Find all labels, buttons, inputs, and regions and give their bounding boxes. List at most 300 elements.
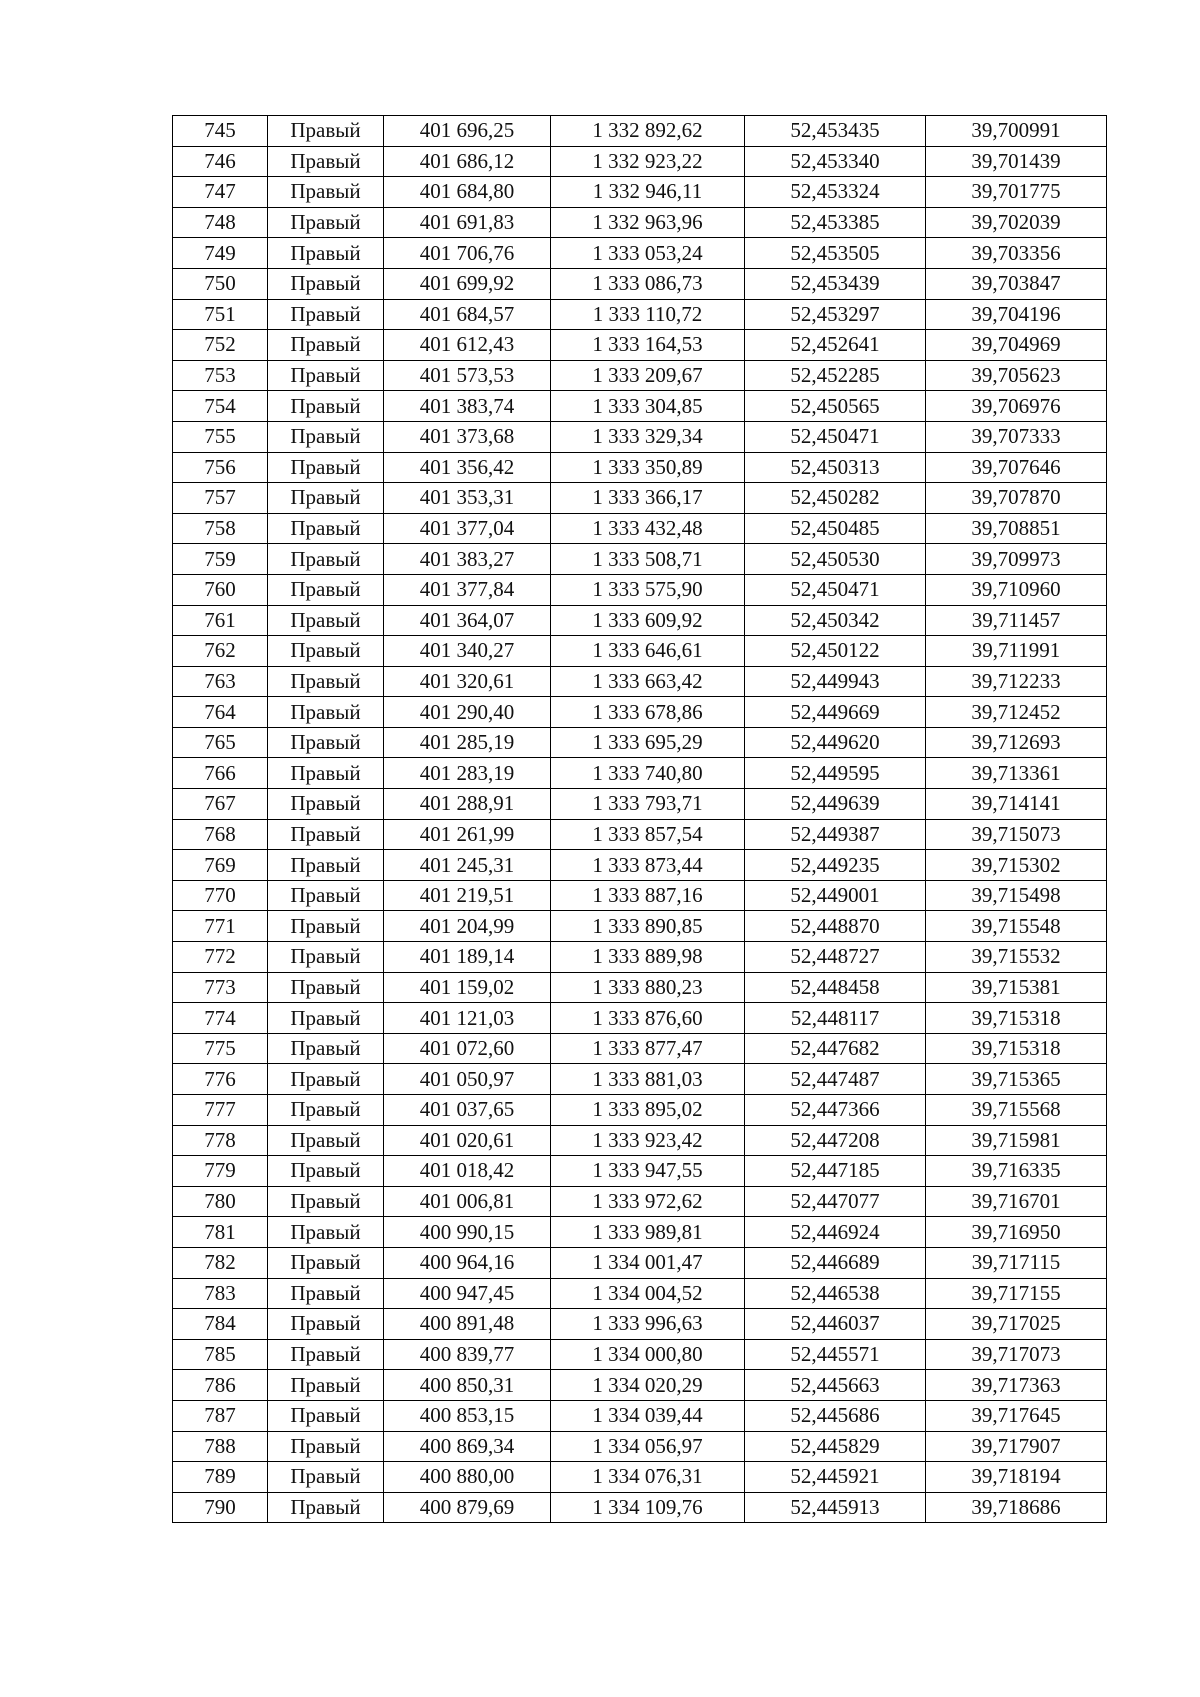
table-row bbox=[173, 146, 1107, 177]
table-row bbox=[173, 789, 1107, 820]
x-coordinate-cell: 401 696,25 bbox=[384, 116, 551, 147]
side-cell: Правый bbox=[268, 636, 384, 667]
longitude-cell: 39,715981 bbox=[926, 1125, 1107, 1156]
y-coordinate-cell: 1 333 889,98 bbox=[551, 942, 745, 973]
side-cell: Правый bbox=[268, 146, 384, 177]
point-number-cell: 764 bbox=[173, 697, 268, 728]
side-cell: Правый bbox=[268, 727, 384, 758]
x-coordinate-cell: 400 947,45 bbox=[384, 1278, 551, 1309]
table-row bbox=[173, 360, 1107, 391]
side-cell: Правый bbox=[268, 1339, 384, 1370]
side-cell: Правый bbox=[268, 483, 384, 514]
side-cell: Правый bbox=[268, 1064, 384, 1095]
side-cell: Правый bbox=[268, 1400, 384, 1431]
side-cell: Правый bbox=[268, 1370, 384, 1401]
side-cell: Правый bbox=[268, 697, 384, 728]
longitude-cell: 39,715365 bbox=[926, 1064, 1107, 1095]
side-cell: Правый bbox=[268, 942, 384, 973]
point-number-cell: 778 bbox=[173, 1125, 268, 1156]
x-coordinate-cell: 401 245,31 bbox=[384, 850, 551, 881]
table-row bbox=[173, 819, 1107, 850]
side-cell: Правый bbox=[268, 1309, 384, 1340]
point-number-cell: 776 bbox=[173, 1064, 268, 1095]
longitude-cell: 39,702039 bbox=[926, 207, 1107, 238]
point-number-cell: 767 bbox=[173, 789, 268, 820]
x-coordinate-cell: 401 072,60 bbox=[384, 1033, 551, 1064]
side-cell: Правый bbox=[268, 268, 384, 299]
latitude-cell: 52,449620 bbox=[745, 727, 926, 758]
table-row bbox=[173, 942, 1107, 973]
x-coordinate-cell: 401 364,07 bbox=[384, 605, 551, 636]
x-coordinate-cell: 401 699,92 bbox=[384, 268, 551, 299]
latitude-cell: 52,446538 bbox=[745, 1278, 926, 1309]
table-row bbox=[173, 421, 1107, 452]
y-coordinate-cell: 1 333 876,60 bbox=[551, 1003, 745, 1034]
y-coordinate-cell: 1 333 895,02 bbox=[551, 1095, 745, 1126]
y-coordinate-cell: 1 333 209,67 bbox=[551, 360, 745, 391]
latitude-cell: 52,447077 bbox=[745, 1186, 926, 1217]
latitude-cell: 52,447366 bbox=[745, 1095, 926, 1126]
longitude-cell: 39,717645 bbox=[926, 1400, 1107, 1431]
latitude-cell: 52,447682 bbox=[745, 1033, 926, 1064]
longitude-cell: 39,717025 bbox=[926, 1309, 1107, 1340]
y-coordinate-cell: 1 334 056,97 bbox=[551, 1431, 745, 1462]
x-coordinate-cell: 400 964,16 bbox=[384, 1247, 551, 1278]
point-number-cell: 757 bbox=[173, 483, 268, 514]
longitude-cell: 39,717155 bbox=[926, 1278, 1107, 1309]
table-row bbox=[173, 452, 1107, 483]
side-cell: Правый bbox=[268, 391, 384, 422]
side-cell: Правый bbox=[268, 605, 384, 636]
longitude-cell: 39,707870 bbox=[926, 483, 1107, 514]
side-cell: Правый bbox=[268, 421, 384, 452]
table-row bbox=[173, 880, 1107, 911]
table-row bbox=[173, 972, 1107, 1003]
x-coordinate-cell: 401 219,51 bbox=[384, 880, 551, 911]
y-coordinate-cell: 1 332 963,96 bbox=[551, 207, 745, 238]
y-coordinate-cell: 1 333 887,16 bbox=[551, 880, 745, 911]
longitude-cell: 39,705623 bbox=[926, 360, 1107, 391]
latitude-cell: 52,446689 bbox=[745, 1247, 926, 1278]
side-cell: Правый bbox=[268, 1125, 384, 1156]
latitude-cell: 52,453505 bbox=[745, 238, 926, 269]
side-cell: Правый bbox=[268, 1247, 384, 1278]
latitude-cell: 52,450122 bbox=[745, 636, 926, 667]
point-number-cell: 783 bbox=[173, 1278, 268, 1309]
longitude-cell: 39,716950 bbox=[926, 1217, 1107, 1248]
x-coordinate-cell: 401 691,83 bbox=[384, 207, 551, 238]
y-coordinate-cell: 1 333 366,17 bbox=[551, 483, 745, 514]
table-body bbox=[173, 116, 1107, 1523]
table-row bbox=[173, 483, 1107, 514]
side-cell: Правый bbox=[268, 758, 384, 789]
longitude-cell: 39,716701 bbox=[926, 1186, 1107, 1217]
point-number-cell: 780 bbox=[173, 1186, 268, 1217]
table-row bbox=[173, 177, 1107, 208]
table-row bbox=[173, 1278, 1107, 1309]
y-coordinate-cell: 1 333 890,85 bbox=[551, 911, 745, 942]
longitude-cell: 39,712693 bbox=[926, 727, 1107, 758]
x-coordinate-cell: 400 839,77 bbox=[384, 1339, 551, 1370]
latitude-cell: 52,448117 bbox=[745, 1003, 926, 1034]
x-coordinate-cell: 401 159,02 bbox=[384, 972, 551, 1003]
x-coordinate-cell: 400 879,69 bbox=[384, 1492, 551, 1523]
table-row bbox=[173, 605, 1107, 636]
table-row bbox=[173, 1400, 1107, 1431]
y-coordinate-cell: 1 333 989,81 bbox=[551, 1217, 745, 1248]
table-row bbox=[173, 666, 1107, 697]
latitude-cell: 52,453385 bbox=[745, 207, 926, 238]
longitude-cell: 39,717115 bbox=[926, 1247, 1107, 1278]
longitude-cell: 39,714141 bbox=[926, 789, 1107, 820]
longitude-cell: 39,704196 bbox=[926, 299, 1107, 330]
point-number-cell: 773 bbox=[173, 972, 268, 1003]
x-coordinate-cell: 401 340,27 bbox=[384, 636, 551, 667]
latitude-cell: 52,453340 bbox=[745, 146, 926, 177]
latitude-cell: 52,450471 bbox=[745, 421, 926, 452]
point-number-cell: 785 bbox=[173, 1339, 268, 1370]
table-row bbox=[173, 1003, 1107, 1034]
x-coordinate-cell: 400 869,34 bbox=[384, 1431, 551, 1462]
point-number-cell: 788 bbox=[173, 1431, 268, 1462]
table-row bbox=[173, 1217, 1107, 1248]
latitude-cell: 52,445663 bbox=[745, 1370, 926, 1401]
table-row bbox=[173, 911, 1107, 942]
table-row bbox=[173, 636, 1107, 667]
longitude-cell: 39,712452 bbox=[926, 697, 1107, 728]
table-row bbox=[173, 391, 1107, 422]
x-coordinate-cell: 401 189,14 bbox=[384, 942, 551, 973]
x-coordinate-cell: 401 283,19 bbox=[384, 758, 551, 789]
x-coordinate-cell: 401 706,76 bbox=[384, 238, 551, 269]
point-number-cell: 790 bbox=[173, 1492, 268, 1523]
table-row bbox=[173, 1370, 1107, 1401]
point-number-cell: 781 bbox=[173, 1217, 268, 1248]
longitude-cell: 39,718686 bbox=[926, 1492, 1107, 1523]
point-number-cell: 775 bbox=[173, 1033, 268, 1064]
latitude-cell: 52,449001 bbox=[745, 880, 926, 911]
side-cell: Правый bbox=[268, 666, 384, 697]
y-coordinate-cell: 1 333 329,34 bbox=[551, 421, 745, 452]
point-number-cell: 748 bbox=[173, 207, 268, 238]
longitude-cell: 39,715318 bbox=[926, 1033, 1107, 1064]
latitude-cell: 52,452641 bbox=[745, 330, 926, 361]
x-coordinate-cell: 401 050,97 bbox=[384, 1064, 551, 1095]
y-coordinate-cell: 1 333 996,63 bbox=[551, 1309, 745, 1340]
y-coordinate-cell: 1 333 053,24 bbox=[551, 238, 745, 269]
latitude-cell: 52,449669 bbox=[745, 697, 926, 728]
side-cell: Правый bbox=[268, 911, 384, 942]
side-cell: Правый bbox=[268, 513, 384, 544]
y-coordinate-cell: 1 333 646,61 bbox=[551, 636, 745, 667]
side-cell: Правый bbox=[268, 819, 384, 850]
x-coordinate-cell: 401 261,99 bbox=[384, 819, 551, 850]
latitude-cell: 52,453435 bbox=[745, 116, 926, 147]
point-number-cell: 753 bbox=[173, 360, 268, 391]
x-coordinate-cell: 400 850,31 bbox=[384, 1370, 551, 1401]
y-coordinate-cell: 1 334 004,52 bbox=[551, 1278, 745, 1309]
point-number-cell: 755 bbox=[173, 421, 268, 452]
point-number-cell: 771 bbox=[173, 911, 268, 942]
latitude-cell: 52,445921 bbox=[745, 1462, 926, 1493]
latitude-cell: 52,450282 bbox=[745, 483, 926, 514]
latitude-cell: 52,446924 bbox=[745, 1217, 926, 1248]
point-number-cell: 787 bbox=[173, 1400, 268, 1431]
side-cell: Правый bbox=[268, 177, 384, 208]
coordinates-table bbox=[172, 115, 1107, 1523]
y-coordinate-cell: 1 332 946,11 bbox=[551, 177, 745, 208]
x-coordinate-cell: 401 373,68 bbox=[384, 421, 551, 452]
longitude-cell: 39,715302 bbox=[926, 850, 1107, 881]
longitude-cell: 39,708851 bbox=[926, 513, 1107, 544]
y-coordinate-cell: 1 334 076,31 bbox=[551, 1462, 745, 1493]
table-row bbox=[173, 758, 1107, 789]
y-coordinate-cell: 1 333 881,03 bbox=[551, 1064, 745, 1095]
x-coordinate-cell: 400 880,00 bbox=[384, 1462, 551, 1493]
side-cell: Правый bbox=[268, 574, 384, 605]
x-coordinate-cell: 401 320,61 bbox=[384, 666, 551, 697]
latitude-cell: 52,448458 bbox=[745, 972, 926, 1003]
longitude-cell: 39,709973 bbox=[926, 544, 1107, 575]
side-cell: Правый bbox=[268, 789, 384, 820]
side-cell: Правый bbox=[268, 1492, 384, 1523]
latitude-cell: 52,452285 bbox=[745, 360, 926, 391]
latitude-cell: 52,450313 bbox=[745, 452, 926, 483]
x-coordinate-cell: 401 006,81 bbox=[384, 1186, 551, 1217]
x-coordinate-cell: 401 377,04 bbox=[384, 513, 551, 544]
latitude-cell: 52,453439 bbox=[745, 268, 926, 299]
longitude-cell: 39,700991 bbox=[926, 116, 1107, 147]
point-number-cell: 774 bbox=[173, 1003, 268, 1034]
side-cell: Правый bbox=[268, 972, 384, 1003]
table-row bbox=[173, 1064, 1107, 1095]
longitude-cell: 39,711457 bbox=[926, 605, 1107, 636]
longitude-cell: 39,716335 bbox=[926, 1156, 1107, 1187]
y-coordinate-cell: 1 333 877,47 bbox=[551, 1033, 745, 1064]
point-number-cell: 758 bbox=[173, 513, 268, 544]
table-row bbox=[173, 116, 1107, 147]
longitude-cell: 39,713361 bbox=[926, 758, 1107, 789]
longitude-cell: 39,715498 bbox=[926, 880, 1107, 911]
latitude-cell: 52,447208 bbox=[745, 1125, 926, 1156]
x-coordinate-cell: 401 684,57 bbox=[384, 299, 551, 330]
side-cell: Правый bbox=[268, 850, 384, 881]
x-coordinate-cell: 401 018,42 bbox=[384, 1156, 551, 1187]
y-coordinate-cell: 1 333 432,48 bbox=[551, 513, 745, 544]
y-coordinate-cell: 1 333 873,44 bbox=[551, 850, 745, 881]
side-cell: Правый bbox=[268, 1033, 384, 1064]
point-number-cell: 769 bbox=[173, 850, 268, 881]
table-row bbox=[173, 1033, 1107, 1064]
side-cell: Правый bbox=[268, 452, 384, 483]
longitude-cell: 39,715532 bbox=[926, 942, 1107, 973]
y-coordinate-cell: 1 333 678,86 bbox=[551, 697, 745, 728]
y-coordinate-cell: 1 334 000,80 bbox=[551, 1339, 745, 1370]
latitude-cell: 52,453297 bbox=[745, 299, 926, 330]
longitude-cell: 39,715548 bbox=[926, 911, 1107, 942]
side-cell: Правый bbox=[268, 116, 384, 147]
x-coordinate-cell: 401 020,61 bbox=[384, 1125, 551, 1156]
side-cell: Правый bbox=[268, 1462, 384, 1493]
point-number-cell: 779 bbox=[173, 1156, 268, 1187]
x-coordinate-cell: 400 990,15 bbox=[384, 1217, 551, 1248]
side-cell: Правый bbox=[268, 1095, 384, 1126]
point-number-cell: 759 bbox=[173, 544, 268, 575]
point-number-cell: 760 bbox=[173, 574, 268, 605]
longitude-cell: 39,707646 bbox=[926, 452, 1107, 483]
table-row bbox=[173, 727, 1107, 758]
x-coordinate-cell: 400 891,48 bbox=[384, 1309, 551, 1340]
point-number-cell: 749 bbox=[173, 238, 268, 269]
table-row bbox=[173, 1156, 1107, 1187]
point-number-cell: 765 bbox=[173, 727, 268, 758]
latitude-cell: 52,450342 bbox=[745, 605, 926, 636]
y-coordinate-cell: 1 333 880,23 bbox=[551, 972, 745, 1003]
y-coordinate-cell: 1 333 663,42 bbox=[551, 666, 745, 697]
latitude-cell: 52,445913 bbox=[745, 1492, 926, 1523]
side-cell: Правый bbox=[268, 544, 384, 575]
longitude-cell: 39,707333 bbox=[926, 421, 1107, 452]
y-coordinate-cell: 1 333 793,71 bbox=[551, 789, 745, 820]
x-coordinate-cell: 401 383,27 bbox=[384, 544, 551, 575]
longitude-cell: 39,717907 bbox=[926, 1431, 1107, 1462]
point-number-cell: 747 bbox=[173, 177, 268, 208]
y-coordinate-cell: 1 333 857,54 bbox=[551, 819, 745, 850]
table-row bbox=[173, 268, 1107, 299]
latitude-cell: 52,449387 bbox=[745, 819, 926, 850]
side-cell: Правый bbox=[268, 1186, 384, 1217]
longitude-cell: 39,706976 bbox=[926, 391, 1107, 422]
x-coordinate-cell: 400 853,15 bbox=[384, 1400, 551, 1431]
y-coordinate-cell: 1 333 575,90 bbox=[551, 574, 745, 605]
x-coordinate-cell: 401 356,42 bbox=[384, 452, 551, 483]
x-coordinate-cell: 401 204,99 bbox=[384, 911, 551, 942]
latitude-cell: 52,450530 bbox=[745, 544, 926, 575]
x-coordinate-cell: 401 377,84 bbox=[384, 574, 551, 605]
side-cell: Правый bbox=[268, 1431, 384, 1462]
y-coordinate-cell: 1 333 695,29 bbox=[551, 727, 745, 758]
side-cell: Правый bbox=[268, 1156, 384, 1187]
latitude-cell: 52,445686 bbox=[745, 1400, 926, 1431]
x-coordinate-cell: 401 383,74 bbox=[384, 391, 551, 422]
point-number-cell: 782 bbox=[173, 1247, 268, 1278]
y-coordinate-cell: 1 332 892,62 bbox=[551, 116, 745, 147]
latitude-cell: 52,448870 bbox=[745, 911, 926, 942]
y-coordinate-cell: 1 334 039,44 bbox=[551, 1400, 745, 1431]
x-coordinate-cell: 401 684,80 bbox=[384, 177, 551, 208]
latitude-cell: 52,449595 bbox=[745, 758, 926, 789]
y-coordinate-cell: 1 333 923,42 bbox=[551, 1125, 745, 1156]
table-row bbox=[173, 1462, 1107, 1493]
longitude-cell: 39,703847 bbox=[926, 268, 1107, 299]
longitude-cell: 39,704969 bbox=[926, 330, 1107, 361]
point-number-cell: 786 bbox=[173, 1370, 268, 1401]
longitude-cell: 39,715318 bbox=[926, 1003, 1107, 1034]
x-coordinate-cell: 401 686,12 bbox=[384, 146, 551, 177]
x-coordinate-cell: 401 037,65 bbox=[384, 1095, 551, 1126]
table-row bbox=[173, 1431, 1107, 1462]
y-coordinate-cell: 1 333 972,62 bbox=[551, 1186, 745, 1217]
longitude-cell: 39,710960 bbox=[926, 574, 1107, 605]
table-row bbox=[173, 850, 1107, 881]
table-row bbox=[173, 1309, 1107, 1340]
y-coordinate-cell: 1 333 164,53 bbox=[551, 330, 745, 361]
x-coordinate-cell: 401 353,31 bbox=[384, 483, 551, 514]
longitude-cell: 39,711991 bbox=[926, 636, 1107, 667]
latitude-cell: 52,447185 bbox=[745, 1156, 926, 1187]
point-number-cell: 768 bbox=[173, 819, 268, 850]
x-coordinate-cell: 401 121,03 bbox=[384, 1003, 551, 1034]
latitude-cell: 52,450471 bbox=[745, 574, 926, 605]
longitude-cell: 39,712233 bbox=[926, 666, 1107, 697]
y-coordinate-cell: 1 333 947,55 bbox=[551, 1156, 745, 1187]
y-coordinate-cell: 1 333 304,85 bbox=[551, 391, 745, 422]
latitude-cell: 52,453324 bbox=[745, 177, 926, 208]
latitude-cell: 52,448727 bbox=[745, 942, 926, 973]
table-row bbox=[173, 1095, 1107, 1126]
y-coordinate-cell: 1 333 508,71 bbox=[551, 544, 745, 575]
table-row bbox=[173, 238, 1107, 269]
point-number-cell: 784 bbox=[173, 1309, 268, 1340]
point-number-cell: 752 bbox=[173, 330, 268, 361]
latitude-cell: 52,445571 bbox=[745, 1339, 926, 1370]
point-number-cell: 751 bbox=[173, 299, 268, 330]
latitude-cell: 52,447487 bbox=[745, 1064, 926, 1095]
side-cell: Правый bbox=[268, 207, 384, 238]
x-coordinate-cell: 401 285,19 bbox=[384, 727, 551, 758]
side-cell: Правый bbox=[268, 238, 384, 269]
y-coordinate-cell: 1 334 109,76 bbox=[551, 1492, 745, 1523]
longitude-cell: 39,717363 bbox=[926, 1370, 1107, 1401]
point-number-cell: 754 bbox=[173, 391, 268, 422]
longitude-cell: 39,715568 bbox=[926, 1095, 1107, 1126]
longitude-cell: 39,703356 bbox=[926, 238, 1107, 269]
side-cell: Правый bbox=[268, 299, 384, 330]
side-cell: Правый bbox=[268, 880, 384, 911]
latitude-cell: 52,449235 bbox=[745, 850, 926, 881]
longitude-cell: 39,718194 bbox=[926, 1462, 1107, 1493]
y-coordinate-cell: 1 333 609,92 bbox=[551, 605, 745, 636]
table-row bbox=[173, 207, 1107, 238]
y-coordinate-cell: 1 333 086,73 bbox=[551, 268, 745, 299]
side-cell: Правый bbox=[268, 1003, 384, 1034]
point-number-cell: 756 bbox=[173, 452, 268, 483]
point-number-cell: 750 bbox=[173, 268, 268, 299]
x-coordinate-cell: 401 612,43 bbox=[384, 330, 551, 361]
table-row bbox=[173, 697, 1107, 728]
table-row bbox=[173, 1186, 1107, 1217]
latitude-cell: 52,450485 bbox=[745, 513, 926, 544]
table-row bbox=[173, 513, 1107, 544]
table-row bbox=[173, 1125, 1107, 1156]
table-row bbox=[173, 330, 1107, 361]
table-row bbox=[173, 544, 1107, 575]
x-coordinate-cell: 401 290,40 bbox=[384, 697, 551, 728]
point-number-cell: 762 bbox=[173, 636, 268, 667]
y-coordinate-cell: 1 333 110,72 bbox=[551, 299, 745, 330]
latitude-cell: 52,449943 bbox=[745, 666, 926, 697]
point-number-cell: 763 bbox=[173, 666, 268, 697]
y-coordinate-cell: 1 332 923,22 bbox=[551, 146, 745, 177]
longitude-cell: 39,715381 bbox=[926, 972, 1107, 1003]
side-cell: Правый bbox=[268, 330, 384, 361]
point-number-cell: 745 bbox=[173, 116, 268, 147]
y-coordinate-cell: 1 334 001,47 bbox=[551, 1247, 745, 1278]
latitude-cell: 52,445829 bbox=[745, 1431, 926, 1462]
point-number-cell: 789 bbox=[173, 1462, 268, 1493]
point-number-cell: 777 bbox=[173, 1095, 268, 1126]
table-row bbox=[173, 299, 1107, 330]
